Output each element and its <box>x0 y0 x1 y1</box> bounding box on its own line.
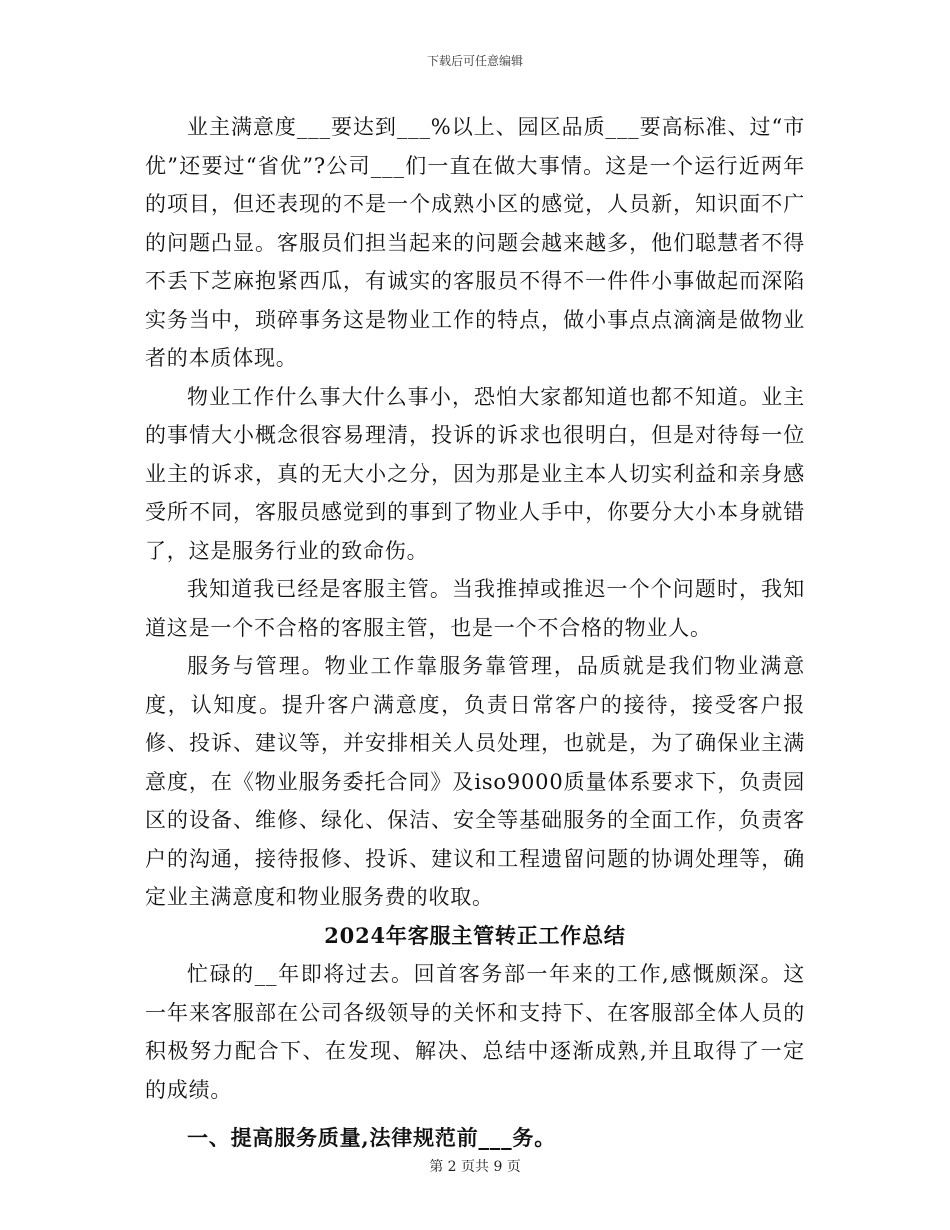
section-title: 2024年客服主管转正工作总结 <box>324 922 626 948</box>
paragraph: 业主满意度___要达到___%以上、园区品质___要高标准、过“市优”还要过“省优”?公司___们一直在做大事情。这是一个运行近两年的项目，但还表现的不是一个成熟小区的感觉，人员新，知识面不广的问题凸显。客服员们担当起来的问题会越来越多，他们聪慧者不得不丢下芝麻抱紧西瓜，有诚实的客服员不得不一件件小事做起而深陷实务当中，琐碎事务这是物业工作的特点，做小事点点滴滴是做物业者的本质体现。 <box>145 115 805 370</box>
section-heading: 一、提高服务质量,法律规范前___务。 <box>187 1125 557 1150</box>
paragraph: 我知道我已经是客服主管。当我推掉或推迟一个个问题时，我知道这是一个不合格的客服主管，也是一个不合格的物业人。 <box>145 577 805 640</box>
paragraph: 物业工作什么事大什么事小，恐怕大家都知道也都不知道。业主的事情大小概念很容易理清，投诉的诉求也很明白，但是对待每一位业主的诉求，真的无大小之分，因为那是业主本人切实利益和亲身感受所不同，客服员感觉到的事到了物业人手中，你要分大小本身就错了，这是服务行业的致命伤。 <box>145 384 805 563</box>
paragraph: 服务与管理。物业工作靠服务靠管理，品质就是我们物业满意度，认知度。提升客户满意度，负责日常客户的接待，接受客户报修、投诉、建议等，并安排相关人员处理，也就是，为了确保业主满意度，在《物业服务委托合同》及iso9000质量体系要求下，负责园区的设备、维修、绿化、保洁、安全等基础服务的全面工作，负责客户的沟通，接待报修、投诉、建议和工程遗留问题的协调处理等，确定业主满意度和物业服务费的收取。 <box>145 654 805 909</box>
page-header: 下载后可任意编辑 <box>426 54 523 68</box>
paragraph: 忙碌的__年即将过去。回首客务部一年来的工作,感慨颇深。这一年来客服部在公司各级领导的关怀和支持下、在客服部全体人员的积极努力配合下、在发现、解决、总结中逐渐成熟,并且取得了一定的成绩。 <box>145 962 805 1102</box>
document-body <box>145 108 805 1158</box>
page-footer: 第 2 页共 9 页 <box>429 1159 521 1175</box>
